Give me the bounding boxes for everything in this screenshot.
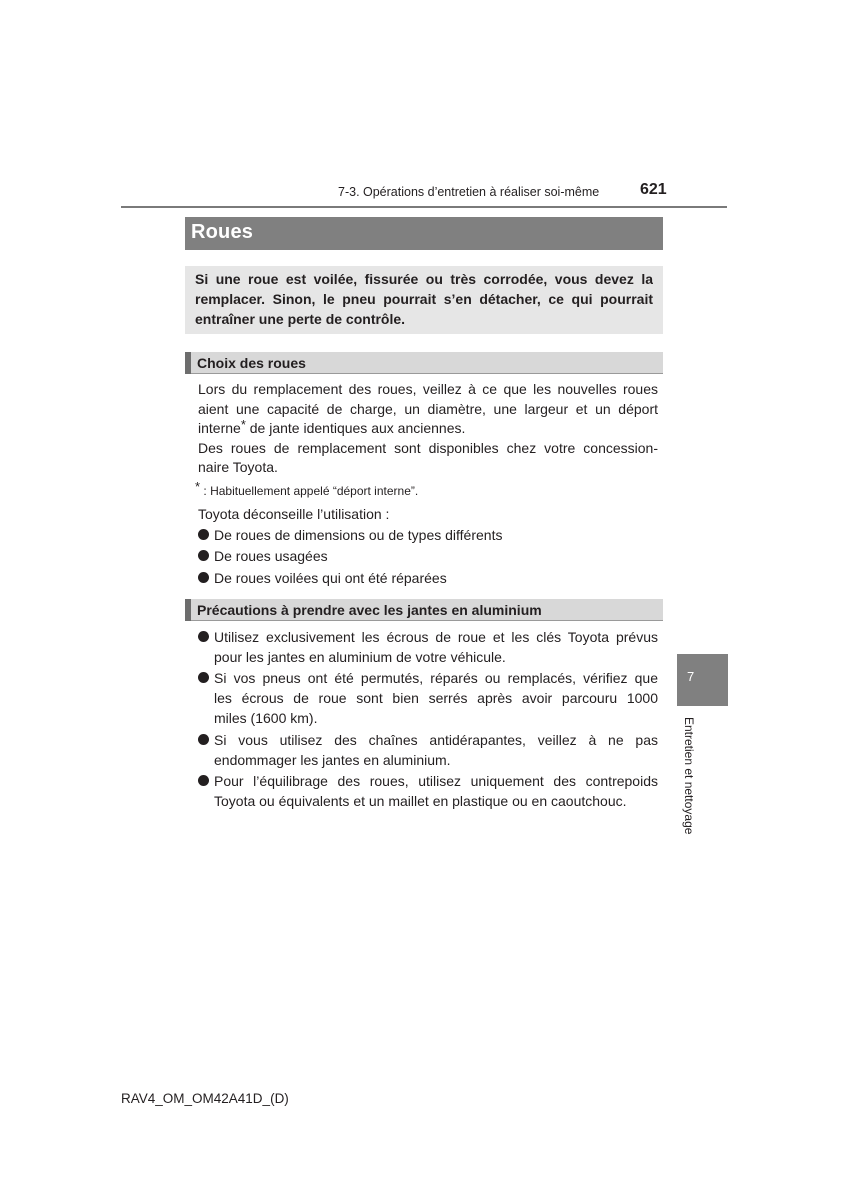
- body-text: de jante identiques aux anciennes.: [249, 420, 466, 436]
- list-item-line: Toyota ou équivalents et un maillet en plastique ou en caoutchouc.: [214, 793, 627, 809]
- subheading-jantes-aluminium: [185, 599, 663, 621]
- list-item: De roues usagées: [214, 548, 328, 564]
- bullet-icon: [198, 572, 209, 583]
- warning-line: Si une roue est voilée, fissurée ou très corrodée, vous devez la: [195, 271, 653, 287]
- warning-box: [185, 266, 663, 334]
- list-item-line: endommager les jantes en aluminium.: [214, 752, 451, 768]
- chapter-number: 7: [687, 669, 695, 684]
- footer-code: RAV4_OM_OM42A41D_(D): [121, 1091, 289, 1106]
- list-item: De roues voilées qui ont été réparées: [214, 570, 447, 586]
- page-title: Roues: [191, 221, 254, 243]
- list-item-line: Si vous utilisez des chaînes antidérapantes, veillez à ne pas: [214, 732, 658, 748]
- list-item: De roues de dimensions ou de types différents: [214, 527, 503, 543]
- body-line: Lors du remplacement des roues, veillez à ce que les nouvelles roues: [198, 381, 658, 397]
- list-item-line: Si vos pneus ont été permutés, réparés ou remplacés, vérifiez que: [214, 670, 658, 686]
- footnote-text: : Habituellement appelé “déport interne”.: [203, 484, 419, 498]
- list-item-line: les écrous de roue sont bien serrés après avoir parcouru 1000: [214, 690, 658, 706]
- body-line: aient une capacité de charge, un diamètre, une largeur et un déport: [198, 401, 658, 417]
- subheading-choix-des-roues: [185, 352, 663, 374]
- warning-line: entraîner une perte de contrôle.: [195, 311, 406, 327]
- body-text: interne: [198, 420, 241, 436]
- body-line: Des roues de remplacement sont disponibles chez votre concession-: [198, 440, 658, 456]
- subheading-marker: [185, 599, 191, 621]
- bullet-icon: [198, 631, 209, 642]
- bullet-icon: [198, 550, 209, 561]
- bullet-icon: [198, 734, 209, 745]
- chapter-label: [680, 717, 698, 839]
- body-line: Toyota déconseille l’utilisation :: [198, 506, 390, 522]
- list-item-line: pour les jantes en aluminium de votre véhicule.: [214, 649, 506, 665]
- subheading-text: Choix des roues: [197, 355, 306, 371]
- footnote: [195, 479, 419, 500]
- warning-line: remplacer. Sinon, le pneu pourrait s’en détacher, ce qui pourrait: [195, 291, 653, 307]
- footnote-asterisk: *: [195, 479, 201, 494]
- bullet-icon: [198, 672, 209, 683]
- asterisk-note-mark: *: [240, 417, 246, 432]
- chapter-label-text: Entretien et nettoyage: [682, 717, 696, 835]
- page-title-bar: [185, 217, 663, 250]
- bullet-icon: [198, 775, 209, 786]
- header-rule: [121, 206, 727, 208]
- body-line: naire Toyota.: [198, 459, 278, 475]
- chapter-tab: [677, 654, 728, 706]
- subheading-marker: [185, 352, 191, 374]
- list-item-line: Pour l’équilibrage des roues, utilisez uniquement des contrepoids: [214, 773, 658, 789]
- list-item-line: miles (1600 km).: [214, 710, 318, 726]
- body-line-with-note: [198, 419, 465, 437]
- subheading-text: Précautions à prendre avec les jantes en aluminium: [197, 602, 542, 618]
- running-header-section: 7-3. Opérations d’entretien à réaliser soi-même: [338, 185, 600, 199]
- list-item-line: Utilisez exclusivement les écrous de roue et les clés Toyota prévus: [214, 629, 658, 645]
- bullet-icon: [198, 529, 209, 540]
- page-number: 621: [640, 181, 667, 198]
